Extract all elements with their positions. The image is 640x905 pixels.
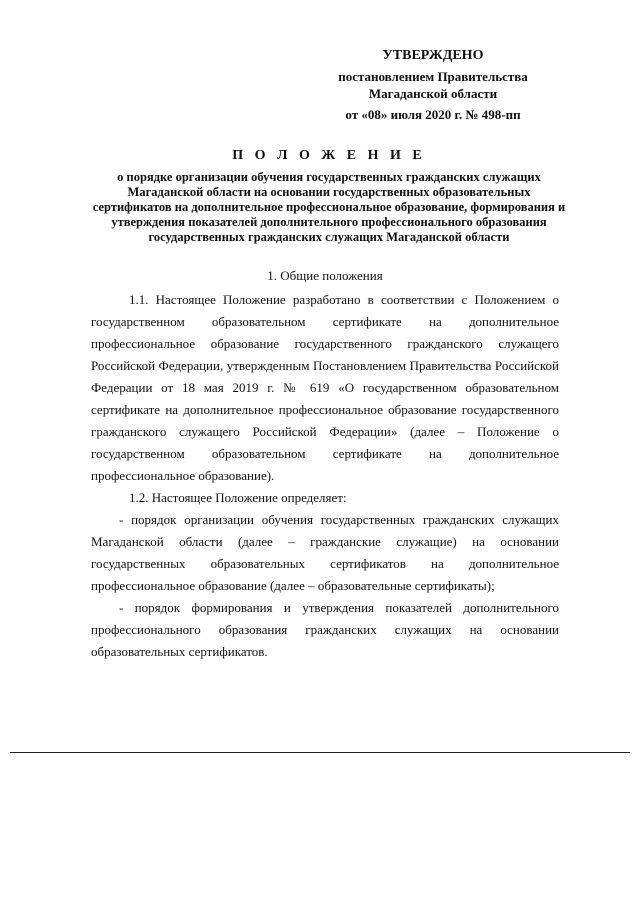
page-divider <box>10 752 630 753</box>
document-subtitle: о порядке организации обучения государственных гражданских служащих Магаданской области на основании государственных образовательных сертификатов на дополнительное профессиональное образование, формирования и утверждения показателей дополнительного профессионального образования государственных гражданских служащих Магаданской области <box>92 170 566 244</box>
paragraph-1-1: 1.1. Настоящее Положение разработано в соответствии с Положением о государственном образовательном сертификате на дополнительное профессиональное образование государственного гражданского служащего Российской Федерации, утвержденным Постановлением Правительства Российской Федерации от 18 мая 2019 г. № 619 «О государственном образовательном сертификате на дополнительное профессиональное образование государственного гражданского служащего Российской Федерации» (далее – Положение о государственном образовательном сертификате на дополнительное профессиональное образование). <box>91 292 559 483</box>
list-item: - порядок формирования и утверждения показателей дополнительного профессионального образования гражданских служащих на основании образовательных сертификатов. <box>91 600 559 659</box>
approval-heading: УТВЕРЖДЕНО <box>382 48 484 63</box>
approval-stamp <box>318 47 548 123</box>
paragraph-1-2: 1.2. Настоящее Положение определяет: <box>129 490 347 505</box>
document-body <box>91 265 559 663</box>
approval-line-2: Магаданской области <box>368 86 498 101</box>
approval-date: от «08» июля 2020 г. № 498-пп <box>345 107 521 122</box>
section-title: 1. Общие положения <box>267 268 383 283</box>
list-item: - порядок организации обучения государственных гражданских служащих Магаданской области (далее – гражданские служащие) на основании государственных образовательных сертификатов на дополнительное профессиональное образование (далее – образовательные сертификаты); <box>91 512 559 593</box>
document-title-block <box>90 148 568 245</box>
approval-line-1: постановлением Правительства <box>338 69 528 84</box>
document-title: П О Л О Ж Е Н И Е <box>232 148 426 163</box>
